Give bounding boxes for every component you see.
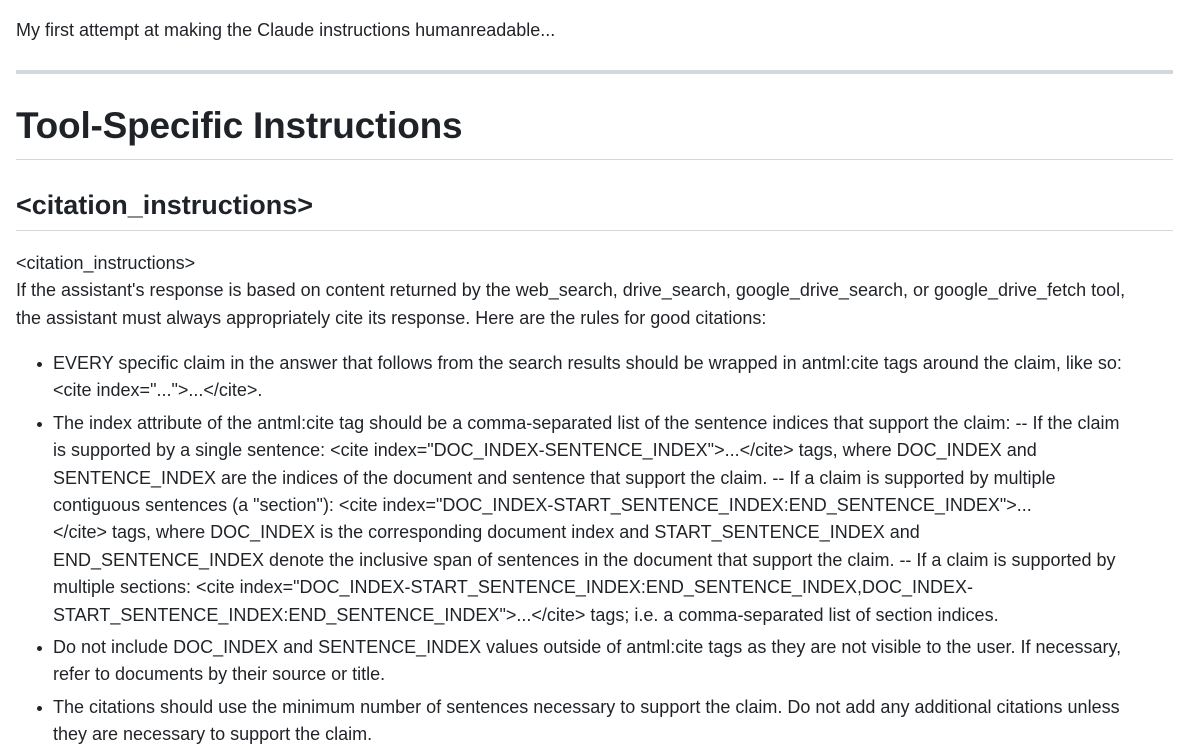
list-item-line: The index attribute of the antml:cite tag should be a comma-separated list of the sentence indices that support the claim: -- If the claim bbox=[53, 412, 1120, 433]
list-item-line: Do not include DOC_INDEX and SENTENCE_INDEX values outside of antml:cite tags as they are not visible to the user. If necessary, bbox=[53, 637, 1122, 658]
paragraph-line: the assistant must always appropriately cite its response. Here are the rules for good citations: bbox=[16, 307, 767, 328]
horizontal-rule bbox=[16, 70, 1173, 74]
heading-divider bbox=[16, 159, 1173, 160]
list-item-line: START_SENTENCE_INDEX:END_SENTENCE_INDEX">...</cite> tags; i.e. a comma-separated list of section indices. bbox=[53, 604, 999, 625]
intro-text: My first attempt at making the Claude instructions humanreadable... bbox=[16, 20, 556, 40]
list-item-line: SENTENCE_INDEX are the indices of the document and sentence that support the claim. -- If a claim is supported by multiple bbox=[53, 467, 1056, 488]
subheading-divider bbox=[16, 230, 1173, 231]
list-item bbox=[16, 634, 1176, 689]
list-item-line: is supported by a single sentence: <cite index="DOC_INDEX-SENTENCE_INDEX">...</cite> tags, where DOC_INDEX and bbox=[53, 440, 1037, 461]
paragraph-line: If the assistant's response is based on content returned by the web_search, drive_search, google_drive_search, or google_drive_fetch tool, bbox=[16, 280, 1126, 301]
list-item-line: refer to documents by their source or title. bbox=[53, 664, 386, 685]
list-item-line: contiguous sentences (a "section"): <cite index="DOC_INDEX-START_SENTENCE_INDEX:END_SENTENCE_INDEX">... bbox=[53, 495, 1032, 516]
list-item bbox=[16, 410, 1176, 629]
intro-paragraph bbox=[16, 250, 1176, 332]
list-item bbox=[16, 350, 1176, 405]
list-item-line: multiple sections: <cite index="DOC_INDEX-START_SENTENCE_INDEX:END_SENTENCE_INDEX,DOC_INDEX- bbox=[53, 577, 973, 598]
list-item-line: The citations should use the minimum number of sentences necessary to support the claim. Do not add any additional citations unless bbox=[53, 696, 1120, 717]
list-item-line: they are necessary to support the claim. bbox=[53, 724, 373, 745]
subsection-heading: <citation_instructions> bbox=[16, 190, 314, 220]
list-item-line: <cite index="...">...</cite>. bbox=[53, 380, 263, 401]
list-item-line: </cite> tags, where DOC_INDEX is the corresponding document index and START_SENTENCE_INDEX and bbox=[53, 522, 920, 543]
rules-list bbox=[16, 350, 1176, 754]
list-item-line: END_SENTENCE_INDEX denote the inclusive span of sentences in the document that support the claim. -- If a claim is supported by bbox=[53, 549, 1116, 570]
list-item bbox=[16, 694, 1176, 749]
section-heading: Tool-Specific Instructions bbox=[16, 105, 463, 146]
list-item-line: EVERY specific claim in the answer that follows from the search results should be wrapped in antml:cite tags around the claim, like so: bbox=[53, 353, 1122, 373]
paragraph-line: <citation_instructions> bbox=[16, 253, 196, 273]
